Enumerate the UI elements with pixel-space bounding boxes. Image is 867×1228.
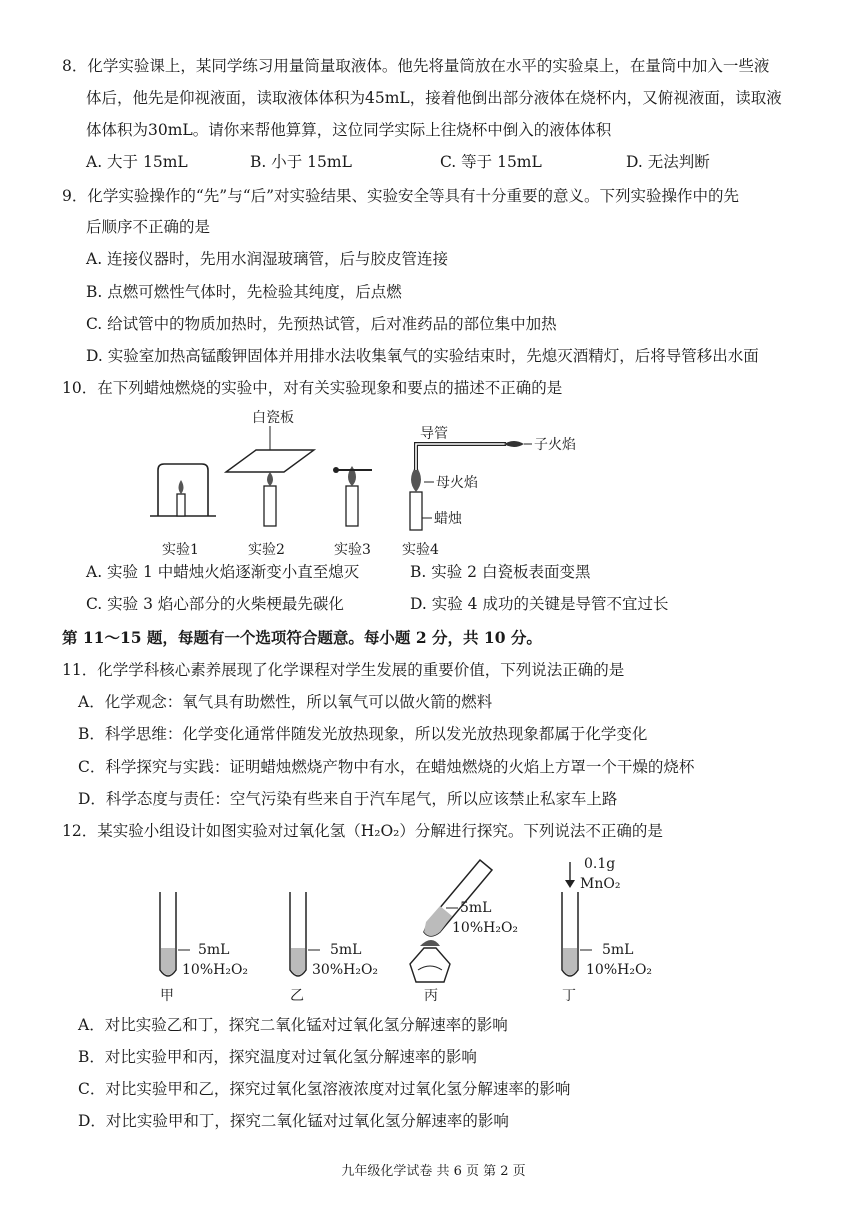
- page-footer: 九年级化学试卷 共 6 页 第 2 页: [341, 1164, 526, 1179]
- q8-option-a: A. 大于 15mL: [86, 153, 188, 171]
- tube-jia-volume: 5mL: [198, 942, 230, 958]
- q8-line3: 体体积为30mL。请你来帮他算算，这位同学实际上往烧杯中倒入的液体体积: [86, 121, 612, 139]
- tube-jia-caption: 甲: [160, 988, 174, 1002]
- tube-yi: [290, 892, 378, 1002]
- q11-option-a: A．化学观念：氧气具有助燃性，所以氧气可以做火箭的燃料: [78, 693, 493, 711]
- q10-option-b: B. 实验 2 白瓷板表面变黑: [410, 563, 591, 581]
- caption-experiment-3: 实验3: [334, 542, 371, 558]
- q12-option-a: A．对比实验乙和丁，探究二氧化锰对过氧化氢分解速率的影响: [78, 1016, 508, 1034]
- experiment-4-diagram: [410, 426, 576, 530]
- q10-option-a: A. 实验 1 中蜡烛火焰逐渐变小直至熄灭: [86, 563, 360, 581]
- tube-yi-concentration: 30%H₂O₂: [312, 962, 379, 978]
- q11-option-b: B．科学思维：化学变化通常伴随发光放热现象，所以发光放热现象都属于化学变化: [78, 725, 648, 743]
- candle-experiments-figure: [140, 408, 620, 560]
- q8-line1: 8．化学实验课上，某同学练习用量筒量取液体。他先将量筒放在水平的实验桌上，在量筒中加入一些液: [62, 57, 770, 75]
- tube-jia: [160, 892, 248, 1002]
- tube-ding-concentration: 10%H₂O₂: [586, 962, 653, 978]
- caption-experiment-2: 实验2: [248, 542, 285, 558]
- q9-line2: 后顺序不正确的是: [86, 218, 211, 236]
- q12-line1: 12．某实验小组设计如图实验对过氧化氢（H₂O₂）分解进行探究。下列说法不正确的是: [62, 822, 663, 840]
- q12-option-b: B．对比实验甲和丙，探究温度对过氧化氢分解速率的影响: [78, 1048, 477, 1066]
- tube-yi-volume: 5mL: [330, 942, 362, 958]
- tube-bing-concentration: 10%H₂O₂: [452, 920, 519, 936]
- q8-option-d: D. 无法判断: [626, 153, 710, 171]
- candle-label: 蜡烛: [434, 511, 462, 527]
- plate-label: 白瓷板: [252, 410, 294, 426]
- q9-option-b: B. 点燃可燃性气体时，先检验其纯度，后点燃: [86, 283, 402, 301]
- experiment-3-diagram: [333, 466, 372, 526]
- h2o2-experiments-figure: [140, 852, 700, 1002]
- tube-bing-caption: 丙: [424, 988, 438, 1002]
- q9-option-d: D. 实验室加热高锰酸钾固体并用排水法收集氧气的实验结束时，先熄灭酒精灯，后将导管移出水面: [86, 347, 759, 365]
- caption-experiment-1: 实验1: [162, 542, 199, 558]
- q11-line1: 11．化学学科核心素养展现了化学课程对学生发展的重要价值，下列说法正确的是: [62, 661, 625, 679]
- mother-flame-label: 母火焰: [436, 475, 478, 491]
- tube-ding-volume: 5mL: [602, 942, 634, 958]
- catalyst-name: MnO₂: [580, 876, 621, 892]
- catalyst-mass: 0.1g: [584, 856, 616, 872]
- q9-option-c: C. 给试管中的物质加热时，先预热试管，后对准药品的部位集中加热: [86, 315, 557, 333]
- caption-experiment-4: 实验4: [402, 542, 439, 558]
- tube-yi-caption: 乙: [290, 988, 304, 1002]
- tube-ding: [562, 856, 652, 1002]
- q12-option-c: C．对比实验甲和乙，探究过氧化氢溶液浓度对过氧化氢分解速率的影响: [78, 1080, 571, 1098]
- q8-option-b: B. 小于 15mL: [250, 153, 352, 171]
- tube-ding-caption: 丁: [562, 988, 576, 1002]
- q9-option-a: A. 连接仪器时，先用水润湿玻璃管，后与胶皮管连接: [86, 250, 449, 268]
- q8-line2: 体后，他先是仰视液面，读取液体体积为45mL，接着他倒出部分液体在烧杯内，又俯视液面，读取液: [86, 89, 782, 107]
- experiment-2-diagram: [226, 409, 314, 526]
- q8-option-c: C. 等于 15mL: [440, 153, 542, 171]
- tube-label: 导管: [420, 426, 448, 442]
- q10-line1: 10．在下列蜡烛燃烧的实验中，对有关实验现象和要点的描述不正确的是: [62, 379, 563, 397]
- q9-line1: 9．化学实验操作的“先”与“后”对实验结果、实验安全等具有十分重要的意义。下列实验操作中的先: [62, 187, 740, 205]
- tube-bing-volume: 5mL: [460, 900, 492, 916]
- q12-option-d: D．对比实验甲和丁，探究二氧化锰对过氧化氢分解速率的影响: [78, 1112, 509, 1130]
- q11-option-c: C．科学探究与实践：证明蜡烛燃烧产物中有水，在蜡烛燃烧的火焰上方罩一个干燥的烧杯: [78, 758, 695, 776]
- q10-option-c: C. 实验 3 焰心部分的火柴梗最先碳化: [86, 595, 344, 613]
- child-flame-label: 子火焰: [534, 437, 576, 453]
- q10-option-d: D. 实验 4 成功的关键是导管不宜过长: [410, 595, 669, 613]
- tube-bing: [410, 860, 518, 1002]
- q11-option-d: D．科学态度与责任：空气污染有些来自于汽车尾气，所以应该禁止私家车上路: [78, 790, 618, 808]
- tube-jia-concentration: 10%H₂O₂: [182, 962, 249, 978]
- experiment-1-diagram: [150, 464, 216, 516]
- section-header: 第 11～15 题，每题有一个选项符合题意。每小题 2 分，共 10 分。: [62, 628, 542, 647]
